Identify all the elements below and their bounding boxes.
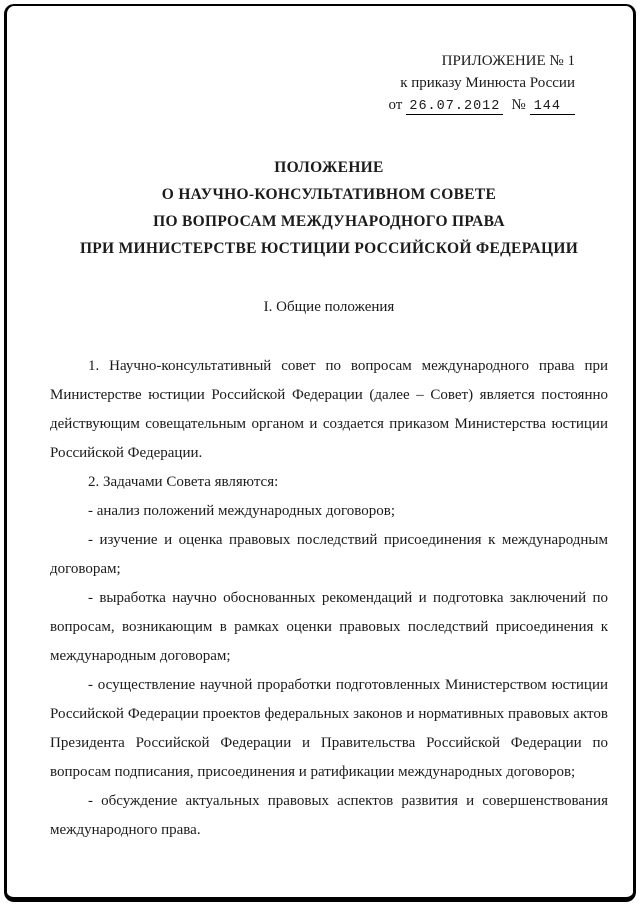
order-from-label: от <box>388 97 403 113</box>
list-item-1: - анализ положений международных договоров; <box>88 503 396 519</box>
document-body <box>50 352 608 845</box>
document-title <box>50 154 608 262</box>
appendix-title: ПРИЛОЖЕНИЕ № 1 <box>441 53 575 69</box>
order-number: 144 <box>530 99 575 115</box>
section-heading-general: I. Общие положения <box>263 299 395 315</box>
document-title-line-1: ПОЛОЖЕНИЕ <box>274 159 384 176</box>
list-item-5: - обсуждение актуальных правовых аспектов развития и совершенствования международного права. <box>50 793 608 838</box>
document-title-line-3: ПО ВОПРОСАМ МЕЖДУНАРОДНОГО ПРАВА <box>153 213 505 230</box>
document-title-line-2: О НАУЧНО-КОНСУЛЬТАТИВНОМ СОВЕТЕ <box>161 186 497 203</box>
appendix-subtitle: к приказу Минюста России <box>400 75 575 91</box>
list-item-4: - осуществление научной проработки подготовленных Министерством юстиции Российской Федерации проектов федеральных законов и нормативных правовых актов Президента Российской Федерации и Правительства Российской Федерации по вопросам подписания, присоединения и ратификации международных договоров; <box>50 677 608 780</box>
order-line <box>50 94 575 118</box>
list-item-2: - изучение и оценка правовых последствий присоединения к международным договорам; <box>50 532 608 577</box>
order-date: 26.07.2012 <box>406 99 503 115</box>
paragraph-2: 2. Задачами Совета являются: <box>88 474 279 490</box>
appendix-header <box>50 50 575 118</box>
order-number-sign: № <box>511 97 526 113</box>
paragraph-1: 1. Научно-консультативный совет по вопросам международного права при Министерстве юстиции Российской Федерации (далее – Совет) является постоянно действующим совещательным органом и создается приказом Министерства юстиции Российской Федерации. <box>50 358 608 461</box>
document-title-line-4: ПРИ МИНИСТЕРСТВЕ ЮСТИЦИИ РОССИЙСКОЙ ФЕДЕРАЦИИ <box>79 240 579 257</box>
list-item-3: - выработка научно обоснованных рекомендаций и подготовка заключений по вопросам, возникающим в рамках оценки правовых последствий присоединения к международным договорам; <box>50 590 608 664</box>
